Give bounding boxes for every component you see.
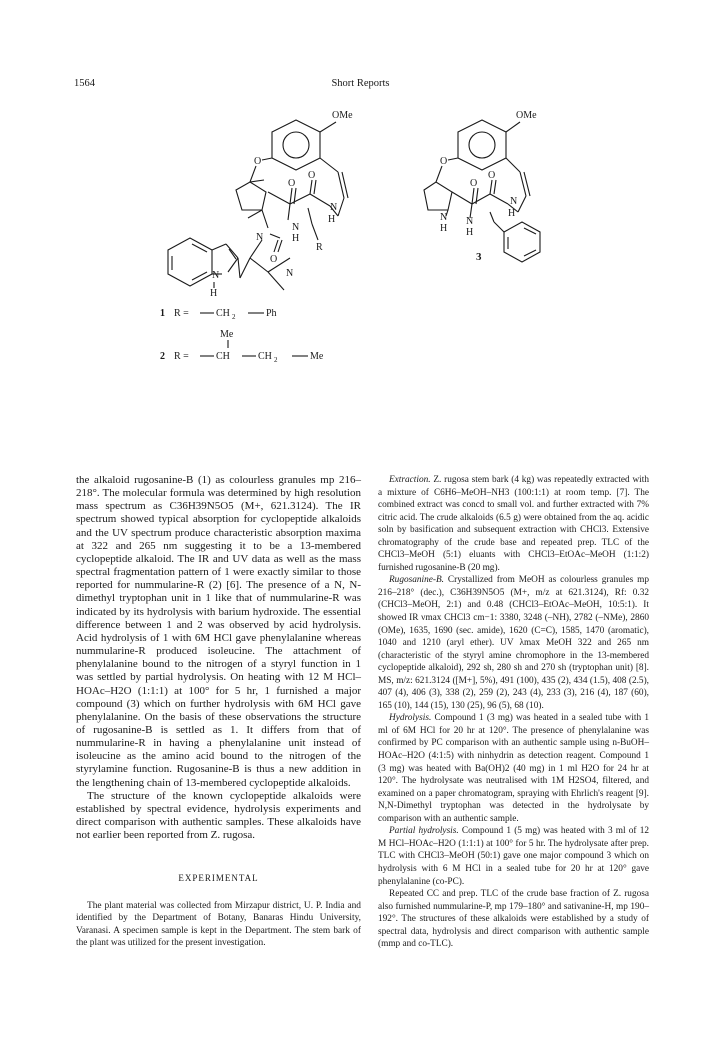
hydrolysis-text: Compound 1 (3 mg) was heated in a sealed tube with 1 ml of 6M HCl for 20 hr at 120°. The presence of phenylalanine was confirmed by PC comparison with an authentic sample using n-BuOH–HOAc–H2O (4:1:5) with ninhydrin as detection reagent. Compound 1 (3 mg) was heated with Ba(OH)2 (40 mg) in 1 ml H2O for 24 hr at 120°. The hydrolysate was neutralised with 1M H2SO4, filtered, and examined on a paper chromatogram, spraying with Ehrlich's reagent [9]. N,N-Dimethyl tryptophan was detected in the hydrolysate by comparison with an authentic sample.	[378, 713, 649, 824]
final-paragraph: Repeated CC and prep. TLC of the crude base fraction of Z. rugosa also furnished nummularine-P, mp 179–180° and sativanine-H, mp 190–192°. The structures of these alkaloids were established by a study of spectral data, hydrolysis and direct comparison with authentic sample (mmp and co-TLC).	[378, 889, 649, 950]
extraction-paragraph	[378, 474, 649, 574]
partial-hydrolysis-paragraph	[378, 825, 649, 888]
structure-labels	[210, 110, 537, 299]
chemical-structures-figure	[0, 100, 721, 470]
compound-3-number: 3	[476, 251, 482, 263]
right-column	[378, 474, 649, 951]
r2-subscript-2: 2	[274, 356, 278, 364]
extraction-title: Extraction.	[389, 475, 431, 485]
experimental-paragraph-1: The plant material was collected from Mirzapur district, U. P. India and identified by the Department of Botany, Banaras Hindu University, Varanasi. A specimen sample is kept in the Department. The stem bark of the plant was utilized for the present investigation.	[76, 900, 361, 949]
ether-o-label-1: O	[254, 156, 262, 167]
r2-me-label: Me	[310, 351, 324, 362]
carbonyl-o-label-3b: O	[488, 170, 496, 181]
r1-subscript-2: 2	[232, 313, 236, 321]
r-group-bonds	[200, 313, 308, 356]
r1-equals: R =	[174, 308, 189, 319]
carbonyl-o-label-1b: O	[308, 170, 316, 181]
experimental-heading: EXPERIMENTAL	[178, 873, 259, 884]
r1-ph-label: Ph	[266, 308, 277, 319]
hydrolysis-paragraph	[378, 712, 649, 825]
r-label: R	[316, 242, 323, 253]
amide-n-label-1b: N	[292, 222, 300, 233]
results-paragraph-1: the alkaloid rugosanine-B (1) as colourless granules mp 216–218°. The molecular formula was determined by high resolution mass spectrum as C36H39N5O5 (M+, 621.3124). The IR spectrum showed typical absorption for cyclopeptide alkaloids and the UV spectrum produce characteristic absorption maxima at 322 and 265 nm suggesting it to be a 13-membered cyclopeptide alkaloid. The IR and UV data as well as the mass spectral fragmentation pattern of 1 were exactly similar to those reported for nummularine-R (2) [6]. The presence of a N, N-dimethyl tryptophan unit in 1 like that of nummularine-R was indicated by its hydrolysis with barium hydroxide. The essential difference between 1 and 2 was observed by acid hydrolysis. Acid hydrolysis of 1 with 6M HCl gave phenylalanine whereas nummularine-R produced isoleucine. The attachment of phenylalanine bound to the nitrogen of a styryl function in 1 was settled by partial hydrolysis. On heating with 12 M HCl–HOAc–H2O (1:1:1) at 100° for 5 hr, 1 furnished a major compound (3) which on further hydrolysis with 6M HCl gave phenylalanine. On the basis of these observations the structure of rugosanine-B is settled as 1. It differs from that of nummularine-R in having a phenylalanine unit instead of isoleucine as the amino acid bound to the nitrogen of the styrylamine function. Rugosanine-B is thus a new addition in the lengthening chain of 13-membered cyclopeptide alkaloids.	[76, 474, 361, 789]
amide-n-label-1a: N	[330, 202, 338, 213]
left-column	[76, 474, 361, 950]
indole-h-label: H	[210, 288, 218, 299]
amine-h-label-3: H	[440, 223, 448, 234]
page-number: 1564	[74, 78, 95, 89]
indole-n-label: N	[212, 270, 220, 281]
dimethylamino-n-label: N	[286, 268, 294, 279]
amide-n-label-3b: N	[466, 216, 474, 227]
partial-hydrolysis-title: Partial hydrolysis.	[389, 826, 459, 837]
amide-h-label-1b: H	[292, 233, 300, 244]
rugosanine-title: Rugosanine-B.	[389, 575, 444, 586]
amide-n-label-3a: N	[510, 196, 518, 207]
structure-3-bonds	[424, 120, 540, 262]
carbonyl-o-label-1a: O	[288, 178, 296, 189]
compound-1-number: 1	[160, 308, 165, 319]
r2-ch2-label: CH	[258, 351, 272, 362]
ome-label-left: OMe	[332, 110, 353, 121]
r2-ch-label: CH	[216, 351, 230, 362]
r1-ch-label: CH	[216, 308, 230, 319]
rugosanine-paragraph	[378, 574, 649, 712]
amine-n-label-3: N	[440, 212, 448, 223]
ether-o-label-3: O	[440, 156, 448, 167]
running-title: Short Reports	[331, 78, 390, 89]
amide-h-label-3a: H	[508, 208, 516, 219]
hydrolysis-title: Hydrolysis.	[389, 713, 432, 724]
r2-equals: R =	[174, 351, 189, 362]
structure-1-bonds	[168, 120, 348, 290]
amide-h-label-3b: H	[466, 227, 474, 238]
amide-h-label-1a: H	[328, 214, 336, 225]
partial-hydrolysis-text: Compound 1 (5 mg) was heated with 3 ml of 12 M HCl–HOAc–H2O (1:1:1) at 100° for 5 hr. The hydrolysate after prep. TLC with CHCl3–MeOH (50:1) gave one major compound 3 which on hydrolysis with 6 M HCl in a sealed tube for 20 hr at 120° gave phenylalanine (co-PC).	[378, 826, 649, 887]
carbonyl-o-label-3a: O	[470, 178, 478, 189]
r2-me-top-label: Me	[220, 329, 234, 340]
carbonyl-o-label-1c: O	[270, 254, 278, 265]
pyrrolidine-n-label-1: N	[256, 232, 264, 243]
page-header	[74, 78, 647, 94]
extraction-text: Z. rugosa stem bark (4 kg) was repeatedly extracted with a mixture of C6H6–MeOH–NH3 (100:1:1) at room temp. [7]. The combined extract was concd to small vol. and further extracted with 7% citric acid. The crude alkaloids (6.5 g) were obtained from the aq. acidic soln by basification and subsequent extraction with CHCl3. Extensive chromatography of the crude base and repeated prep. TLC of the CHCl3–MeOH (5:1) eluants with CHCl3–EtOAc–MeOH (1:1:2) furnished rugosanine-B (20 mg).	[378, 475, 649, 573]
ome-label-right: OMe	[516, 110, 537, 121]
compound-2-number: 2	[160, 351, 165, 362]
results-paragraph-2: The structure of the known cyclopeptide alkaloids were established by spectral evidence, hydrolysis experiments and direct comparison with authentic samples. These alkaloids have not earlier been reported from Z. rugosa.	[76, 789, 361, 842]
rugosanine-text: Crystallized from MeOH as colourless granules mp 216–218° (dec.), C36H39N5O5 (M+, m/z at 621.3124), Rf: 0.32 (CHCl3–MeOH, 2:1) and 0.48 (CHCl3–EtOAc–MeOH, 10:5:1). It showed IR νmax CHCl3 cm−1: 3380, 3248 (–NH), 2782 (–NMe), 2860 (OMe), 1635, 1690 (sec. amide), 1620 (C=C), 1585, 1470 (aromatic), 1040 and 1210 (aryl ether). UV λmax MeOH 322 and 265 nm (characteristic of the styryl amine chromophore in the 13-membered cyclopeptide alkaloid), 292 sh, 280 sh and 270 sh (tryptophan unit) [8]. MS, m/z: 621.3124 ([M+], 5%), 491 (100), 435 (2), 434 (1.5), 408 (2.5), 407 (4), 406 (3), 338 (2), 259 (2), 243 (4), 233 (3), 216 (4), 187 (60), 165 (10), 144 (15), 130 (25), 96 (5), 68 (10).	[378, 575, 649, 711]
